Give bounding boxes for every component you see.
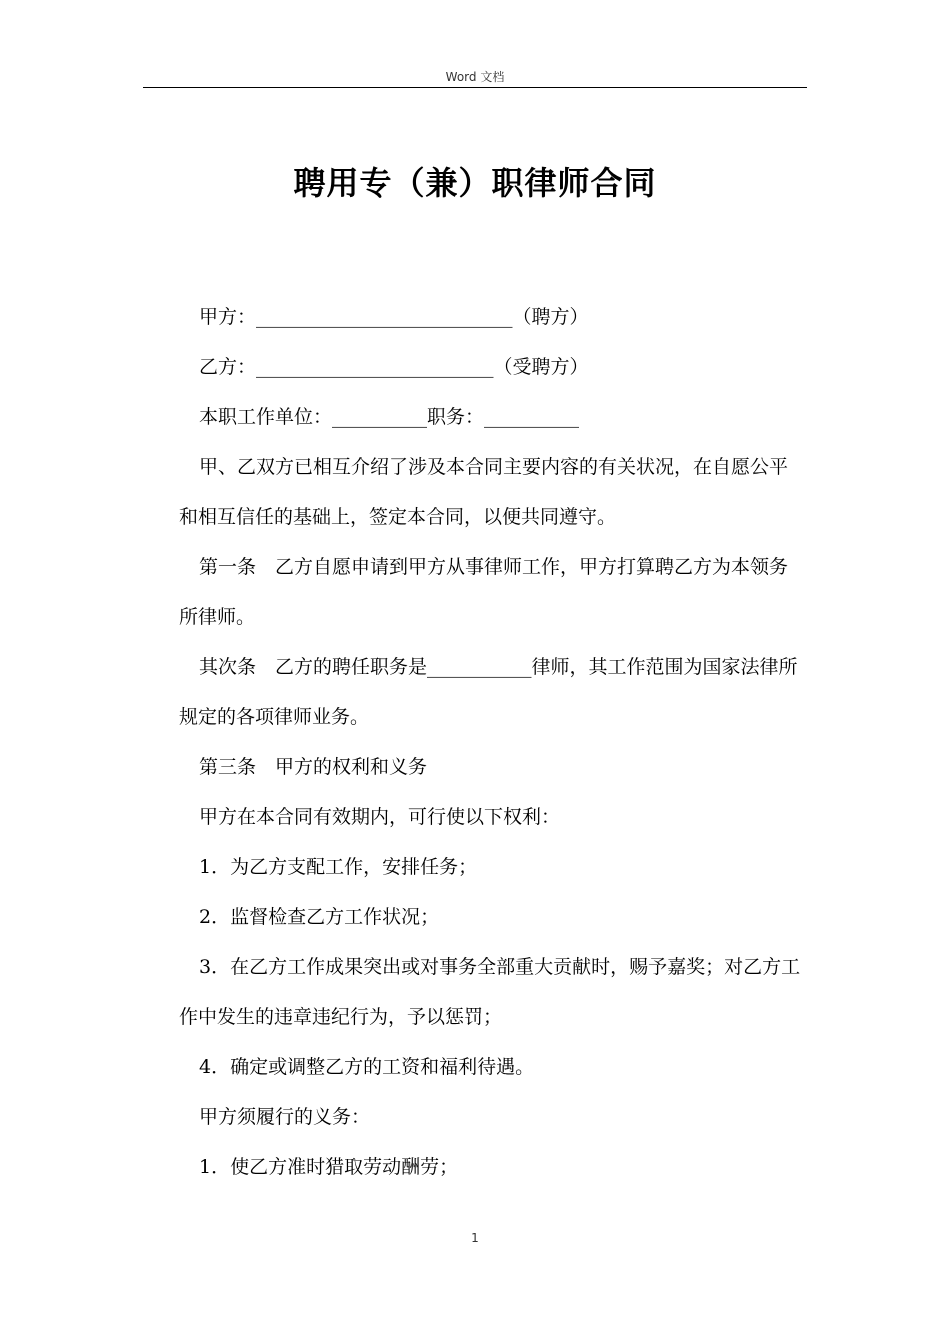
paragraph-article-3-heading: 第三条 甲方的权利和义务 — [199, 756, 428, 778]
paragraph-obligations-intro: 甲方须履行的义务： — [199, 1106, 371, 1128]
document-body — [179, 292, 804, 1192]
paragraph-article-1: 第一条 乙方自愿申请到甲方从事律师工作，甲方打算聘乙方为本领务所律师。 — [179, 556, 789, 628]
paragraph-party-b: 乙方：_________________________（受聘方） — [199, 356, 589, 378]
paragraph-article-2: 其次条 乙方的聘任职务是___________律师，其工作范围为国家法律所规定的各项律师业务。 — [179, 656, 798, 728]
page-number: 1 — [471, 1231, 479, 1245]
list-item-right-2: 2．监督检查乙方工作状况； — [199, 906, 440, 928]
paragraph-party-a: 甲方：___________________________（聘方） — [199, 306, 589, 328]
page-header-label: Word 文档 — [445, 70, 505, 84]
paragraph-rights-intro: 甲方在本合同有效期内，可行使以下权利： — [199, 806, 561, 828]
document-title: 聘用专（兼）职律师合同 — [293, 164, 657, 202]
list-item-obligation-1: 1．使乙方准时猎取劳动酬劳； — [199, 1156, 459, 1178]
list-item-right-4: 4．确定或调整乙方的工资和福利待遇。 — [199, 1056, 535, 1078]
list-item-right-3: 3．在乙方工作成果突出或对事务全部重大贡献时，赐予嘉奖；对乙方工作中发生的违章违纪行为，予以惩罚； — [179, 956, 801, 1028]
header-divider — [143, 87, 807, 88]
list-item-right-1: 1．为乙方支配工作，安排任务； — [199, 856, 478, 878]
paragraph-work-unit: 本职工作单位：__________职务：__________ — [199, 406, 580, 428]
paragraph-preamble: 甲、乙双方已相互介绍了涉及本合同主要内容的有关状况，在自愿公平和相互信任的基础上，签定本合同，以便共同遵守。 — [179, 456, 789, 528]
